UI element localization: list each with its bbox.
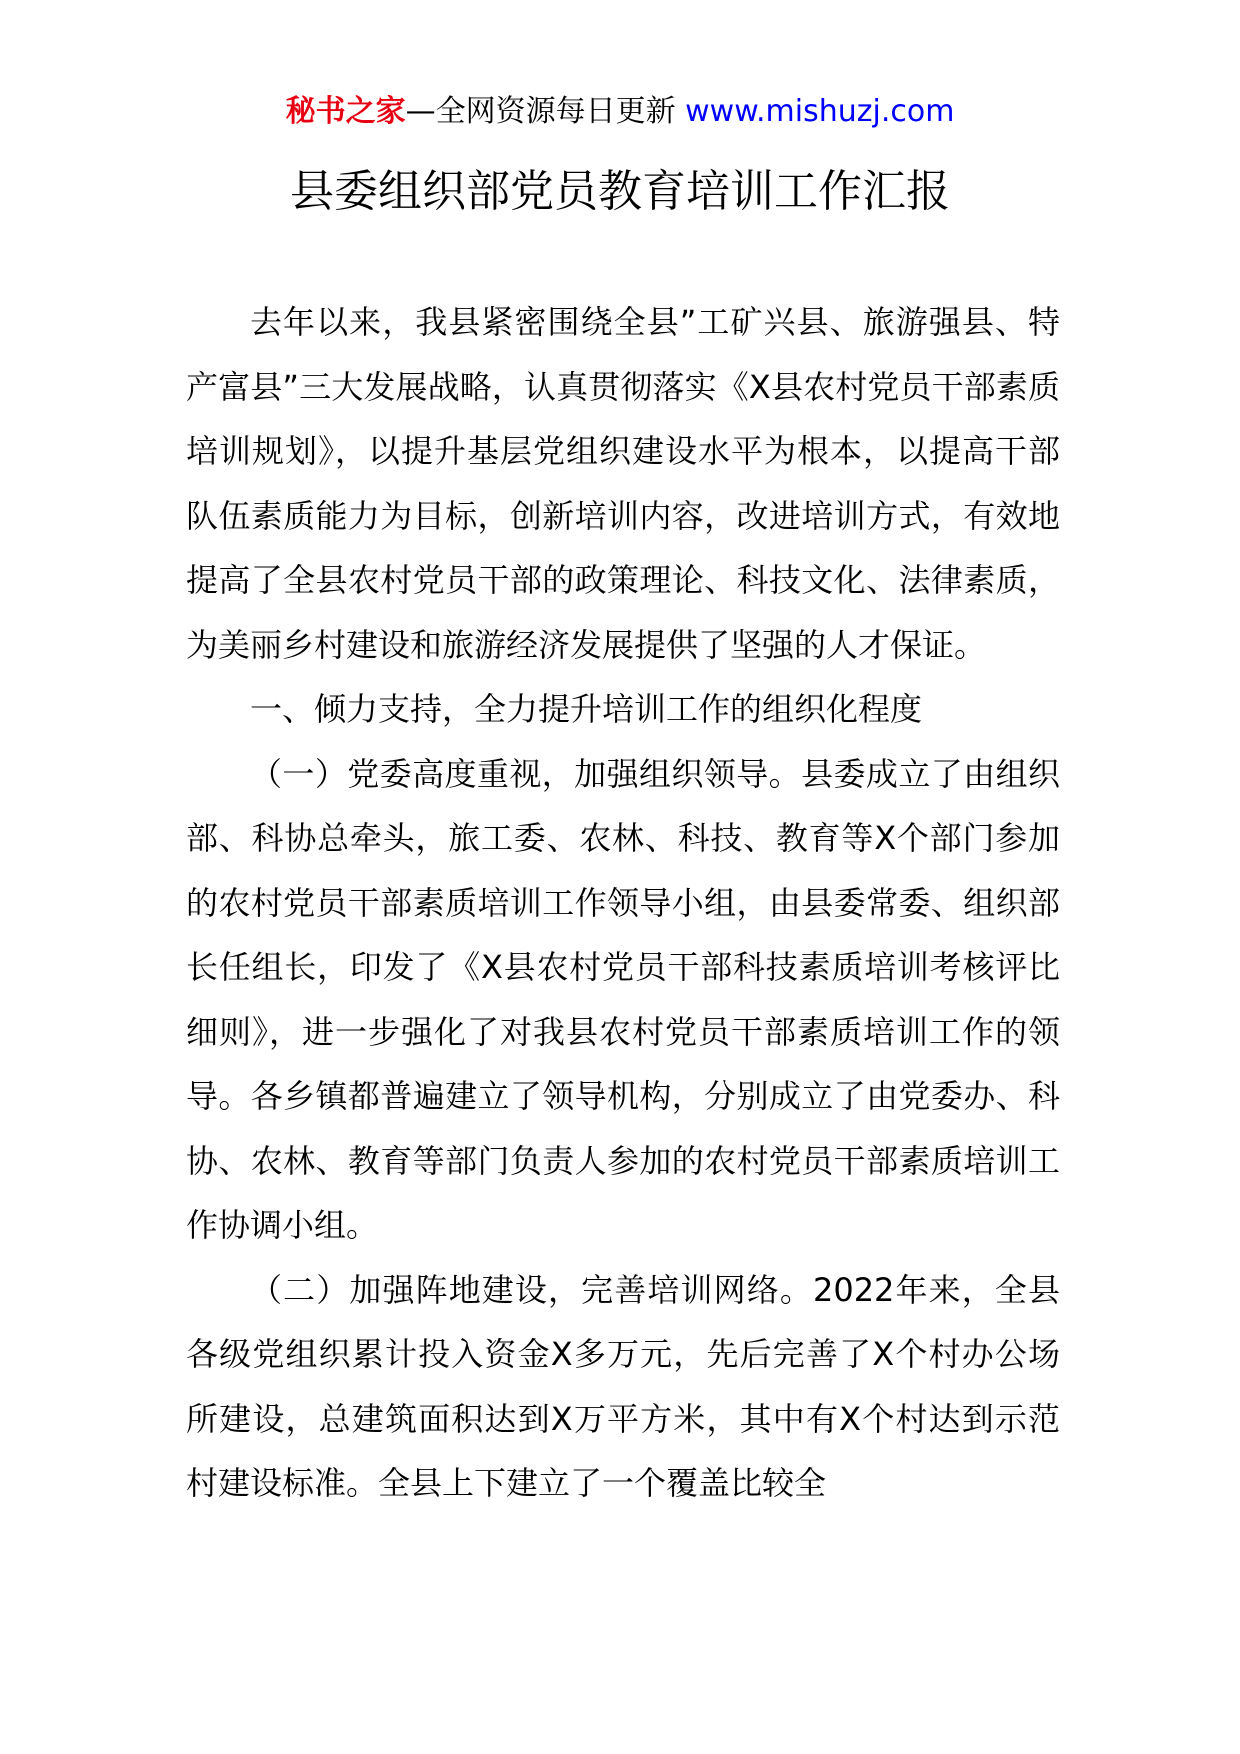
document-body xyxy=(186,290,1060,1516)
site-brand: 秘书之家 xyxy=(285,94,406,129)
document-title: 县委组织部党员教育培训工作汇报 xyxy=(290,166,950,217)
paragraph-intro: 去年以来，我县紧密围绕全县”工矿兴县、旅游强县、特产富县”三大发展战略，认真贯彻落实《X县农村党员干部素质培训规划》，以提升基层党组织建设水平为根本，以提高干部队伍素质能力为目标，创新培训内容，改进培训方式，有效地提高了全县农村党员干部的政策理论、科技文化、法律素质，为美丽乡村建设和旅游经济发展提供了坚强的人才保证。 xyxy=(186,303,1060,664)
paragraph-subsection-1: （一）党委高度重视，加强组织领导。县委成立了由组织部、科协总牵头，旅工委、农林、科技、教育等X个部门参加的农村党员干部素质培训工作领导小组，由县委常委、组织部长任组长，印发了《X县农村党员干部科技素质培训考核评比细则》，进一步强化了对我县农村党员干部素质培训工作的领导。各乡镇都普遍建立了领导机构，分别成立了由党委办、科协、农林、教育等部门负责人参加的农村党员干部素质培训工作协调小组。 xyxy=(186,754,1060,1244)
section-heading-1: 一、倾力支持，全力提升培训工作的组织化程度 xyxy=(250,690,923,728)
site-tagline: —全网资源每日更新 xyxy=(405,94,676,129)
paragraph-subsection-2: （二）加强阵地建设，完善培训网络。2022年来，全县各级党组织累计投入资金X多万元，先后完善了X个村办公场所建设，总建筑面积达到X万平方米，其中有X个村达到示范村建设标准。全县上下建立了一个覆盖比较全 xyxy=(186,1270,1060,1502)
site-header xyxy=(0,92,1240,132)
site-url-link[interactable]: www.mishuzj.com xyxy=(685,94,955,129)
